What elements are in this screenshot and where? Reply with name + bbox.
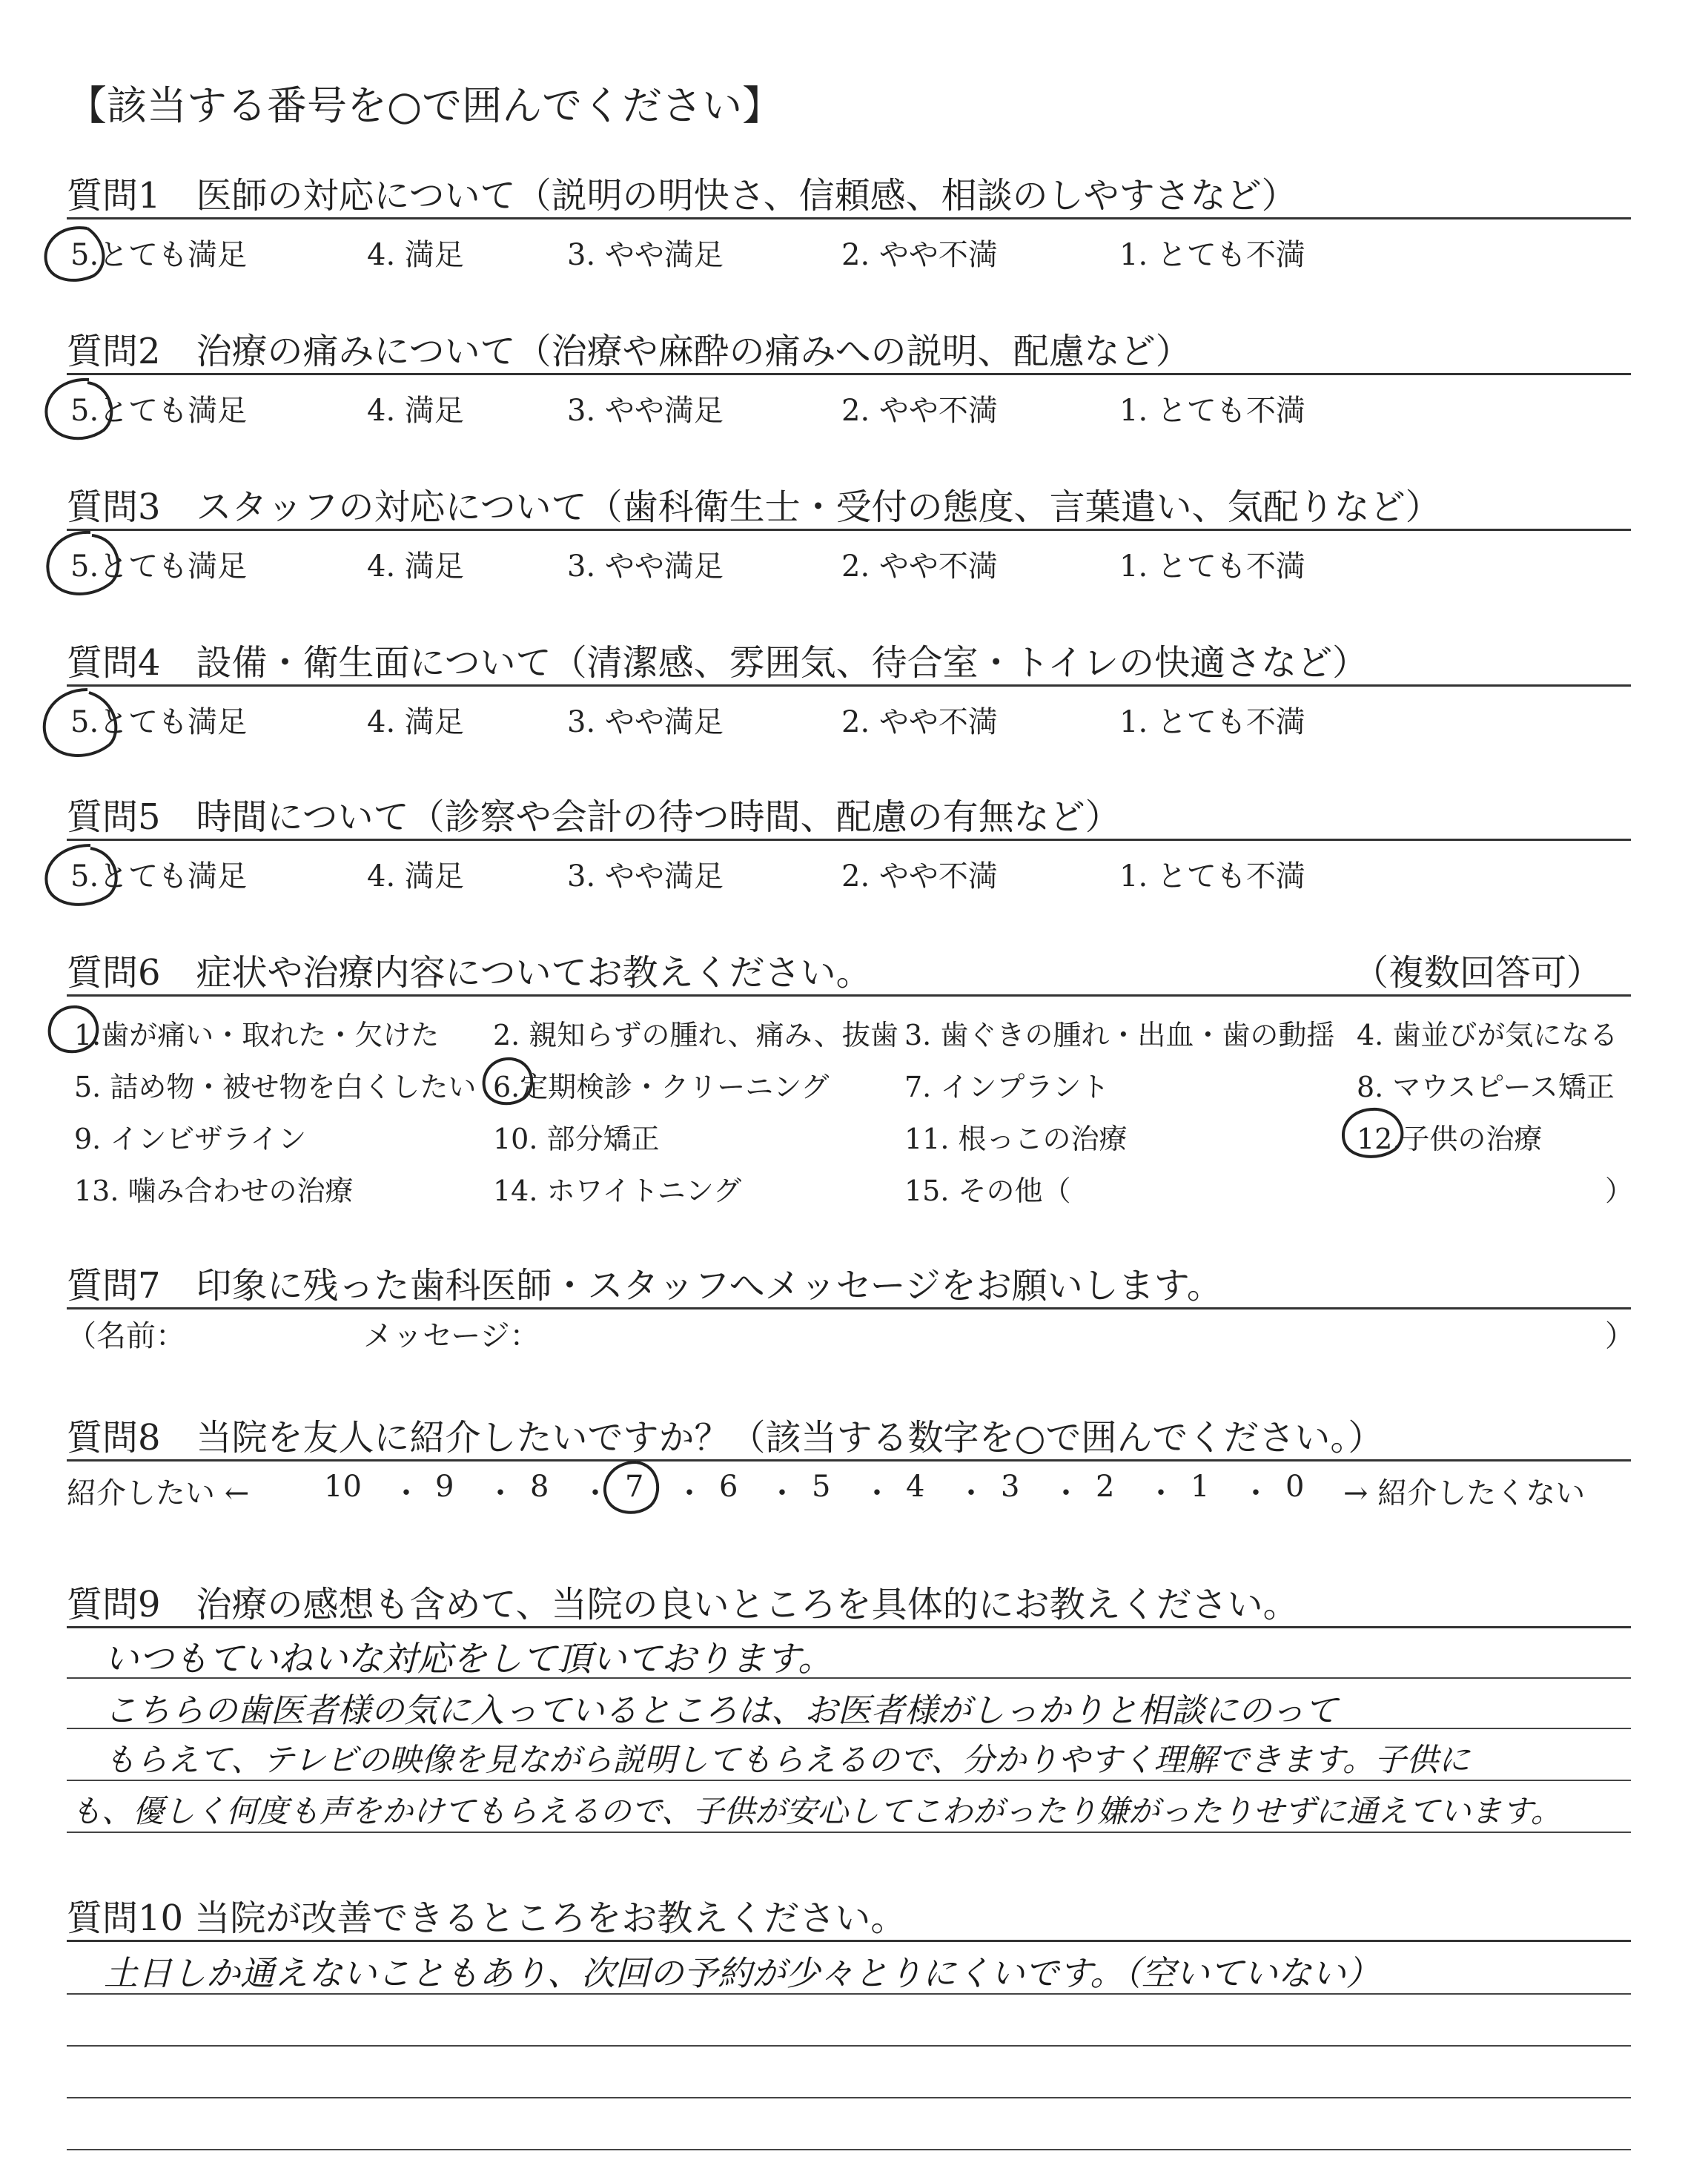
q4-opt-5[interactable]: 5.とても満足 xyxy=(70,705,248,739)
q6-opt-12[interactable]: 12.子供の治療 xyxy=(1357,1123,1543,1155)
q5-opt-4[interactable]: 4. 満足 xyxy=(367,859,464,894)
q2-opt-4[interactable]: 4. 満足 xyxy=(367,394,464,428)
q6-opt-8[interactable]: 8. マウスピース矯正 xyxy=(1357,1071,1615,1103)
q9-handwritten-line: こちらの歯医者様の気に入っているところは、お医者様がしっかりと相談にのって xyxy=(104,1691,1338,1730)
q8-selected-circle xyxy=(605,1462,658,1513)
q8-num-10[interactable]: 10 xyxy=(324,1470,362,1504)
q8-sep: ・ xyxy=(486,1476,515,1510)
q3-opt-5[interactable]: 5.とても満足 xyxy=(70,549,248,584)
q8-num-2[interactable]: 2 xyxy=(1096,1470,1115,1504)
q7-message-label: メッセージ： xyxy=(363,1319,540,1353)
q1-opt-3[interactable]: 3. やや満足 xyxy=(567,238,724,272)
q4-opt-2[interactable]: 2. やや不満 xyxy=(841,705,998,739)
q8-sep: ・ xyxy=(1051,1476,1081,1510)
q2-opt-2[interactable]: 2. やや不満 xyxy=(841,394,998,428)
q1-opt-4[interactable]: 4. 満足 xyxy=(367,238,464,272)
q3-selected-circle xyxy=(47,532,118,594)
q4-opt-4[interactable]: 4. 満足 xyxy=(367,705,464,739)
q8-num-1[interactable]: 1 xyxy=(1191,1470,1210,1504)
q5-selected-circle xyxy=(46,845,116,905)
q8-num-7[interactable]: 7 xyxy=(625,1470,644,1504)
q3-opt-4[interactable]: 4. 満足 xyxy=(367,549,464,584)
q6-opt-1[interactable]: 1.歯が痛い・取れた・欠けた xyxy=(74,1019,440,1051)
q8-num-6[interactable]: 6 xyxy=(719,1470,738,1504)
q10-handwritten-line: 土日しか通えないこともあり、次回の予約が少々とりにくいです。（空いていない） xyxy=(104,1953,1380,1993)
q8-sep: ・ xyxy=(675,1476,704,1510)
q5-opt-2[interactable]: 2. やや不満 xyxy=(841,859,998,894)
q8-num-5[interactable]: 5 xyxy=(812,1470,831,1504)
q6-opt12-circle xyxy=(1343,1109,1402,1157)
q6-opt6-circle xyxy=(484,1059,532,1103)
q8-title: 質問8 当院を友人に紹介したいですか？（該当する数字を○で囲んでください。） xyxy=(67,1417,1384,1459)
q8-sep: ・ xyxy=(956,1476,986,1510)
q8-sep: ・ xyxy=(1146,1476,1176,1510)
q4-selected-circle xyxy=(44,690,116,756)
q8-sep: ・ xyxy=(1241,1476,1271,1510)
q2-opt-5[interactable]: 5.とても満足 xyxy=(70,394,248,428)
q8-right-label: → 紹介したくない xyxy=(1343,1476,1586,1510)
q5-opt-1[interactable]: 1. とても不満 xyxy=(1119,859,1305,894)
q3-opt-3[interactable]: 3. やや満足 xyxy=(567,549,724,584)
q6-opt-7[interactable]: 7. インプラント xyxy=(904,1071,1110,1103)
q8-num-4[interactable]: 4 xyxy=(906,1470,925,1504)
q8-num-0[interactable]: 0 xyxy=(1285,1470,1305,1504)
q3-title: 質問3 スタッフの対応について（歯科衛生士・受付の態度、言葉遣い、気配りなど） xyxy=(67,486,1441,528)
q6-opt-13[interactable]: 13. 噛み合わせの治療 xyxy=(74,1175,354,1207)
q6-title: 質問6 症状や治療内容についてお教えください。 xyxy=(67,952,872,994)
q6-opt-4[interactable]: 4. 歯並びが気になる xyxy=(1357,1019,1618,1051)
q2-selected-circle xyxy=(46,380,111,438)
q6-opt-6[interactable]: 6.定期検診・クリーニング xyxy=(493,1071,830,1103)
q6-opt-10[interactable]: 10. 部分矯正 xyxy=(493,1123,660,1155)
q8-sep: ・ xyxy=(391,1476,421,1510)
q7-name-label: （名前： xyxy=(67,1319,185,1353)
form-header: 【該当する番号を○で囲んでください】 xyxy=(67,82,783,129)
q1-title: 質問1 医師の対応について（説明の明快さ、信頼感、相談のしやすさなど） xyxy=(67,175,1297,217)
q5-title: 質問5 時間について（診察や会計の待つ時間、配慮の有無など） xyxy=(67,796,1121,838)
q9-title: 質問9 治療の感想も含めて、当院の良いところを具体的にお教えください。 xyxy=(67,1584,1299,1625)
q6-opt-2[interactable]: 2. 親知らずの腫れ、痛み、抜歯 xyxy=(493,1019,898,1051)
q5-opt-3[interactable]: 3. やや満足 xyxy=(567,859,724,894)
q6-opt-3[interactable]: 3. 歯ぐきの腫れ・出血・歯の動揺 xyxy=(904,1019,1335,1051)
q4-opt-3[interactable]: 3. やや満足 xyxy=(567,705,724,739)
q1-selected-circle xyxy=(46,228,104,280)
q6-opt-11[interactable]: 11. 根っこの治療 xyxy=(904,1123,1128,1155)
q7-close: ） xyxy=(1605,1319,1635,1353)
q6-other-close: ） xyxy=(1605,1175,1634,1207)
q6-opt-5[interactable]: 5. 詰め物・被せ物を白くしたい xyxy=(74,1071,477,1103)
q9-handwritten-line: もらえて、テレビの映像を見ながら説明してもらえるので、分かりやすく理解できます。子供に xyxy=(104,1742,1470,1779)
q1-opt-1[interactable]: 1. とても不満 xyxy=(1119,238,1305,272)
q6-opt1-circle xyxy=(50,1007,98,1051)
q8-sep: ・ xyxy=(580,1476,610,1510)
q8-num-9[interactable]: 9 xyxy=(435,1470,454,1504)
q8-num-3[interactable]: 3 xyxy=(1001,1470,1020,1504)
q4-title: 質問4 設備・衛生面について（清潔感、雰囲気、待合室・トイレの快適さなど） xyxy=(67,642,1368,684)
q6-opt-15[interactable]: 15. その他（ xyxy=(904,1175,1071,1207)
q10-title: 質問10 当院が改善できるところをお教えください。 xyxy=(67,1898,907,1939)
q4-opt-1[interactable]: 1. とても不満 xyxy=(1119,705,1305,739)
q6-opt-9[interactable]: 9. インビザライン xyxy=(74,1123,307,1155)
q2-opt-3[interactable]: 3. やや満足 xyxy=(567,394,724,428)
q1-opt-2[interactable]: 2. やや不満 xyxy=(841,238,998,272)
q9-handwritten-line: も、優しく何度も声をかけてもらえるので、子供が安心してこわがったり嫌がったりせずに通えています。 xyxy=(70,1793,1562,1829)
q5-opt-5[interactable]: 5.とても満足 xyxy=(70,859,248,894)
q3-opt-1[interactable]: 1. とても不満 xyxy=(1119,549,1305,584)
q8-num-8[interactable]: 8 xyxy=(530,1470,549,1504)
q2-opt-1[interactable]: 1. とても不満 xyxy=(1119,394,1305,428)
q8-sep: ・ xyxy=(767,1476,797,1510)
q1-opt-5[interactable]: 5.とても満足 xyxy=(70,238,248,272)
q8-sep: ・ xyxy=(862,1476,892,1510)
q6-note: （複数回答可） xyxy=(1353,952,1603,994)
q2-title: 質問2 治療の痛みについて（治療や麻酔の痛みへの説明、配慮など） xyxy=(67,331,1191,372)
q8-left-label: 紹介したい ← xyxy=(67,1476,250,1510)
q6-opt-14[interactable]: 14. ホワイトニング xyxy=(493,1175,742,1207)
q9-handwritten-line: いつもていねいな対応をして頂いております。 xyxy=(104,1639,833,1680)
q3-opt-2[interactable]: 2. やや不満 xyxy=(841,549,998,584)
q7-title: 質問7 印象に残った歯科医師・スタッフへメッセージをお願いします。 xyxy=(67,1265,1222,1307)
